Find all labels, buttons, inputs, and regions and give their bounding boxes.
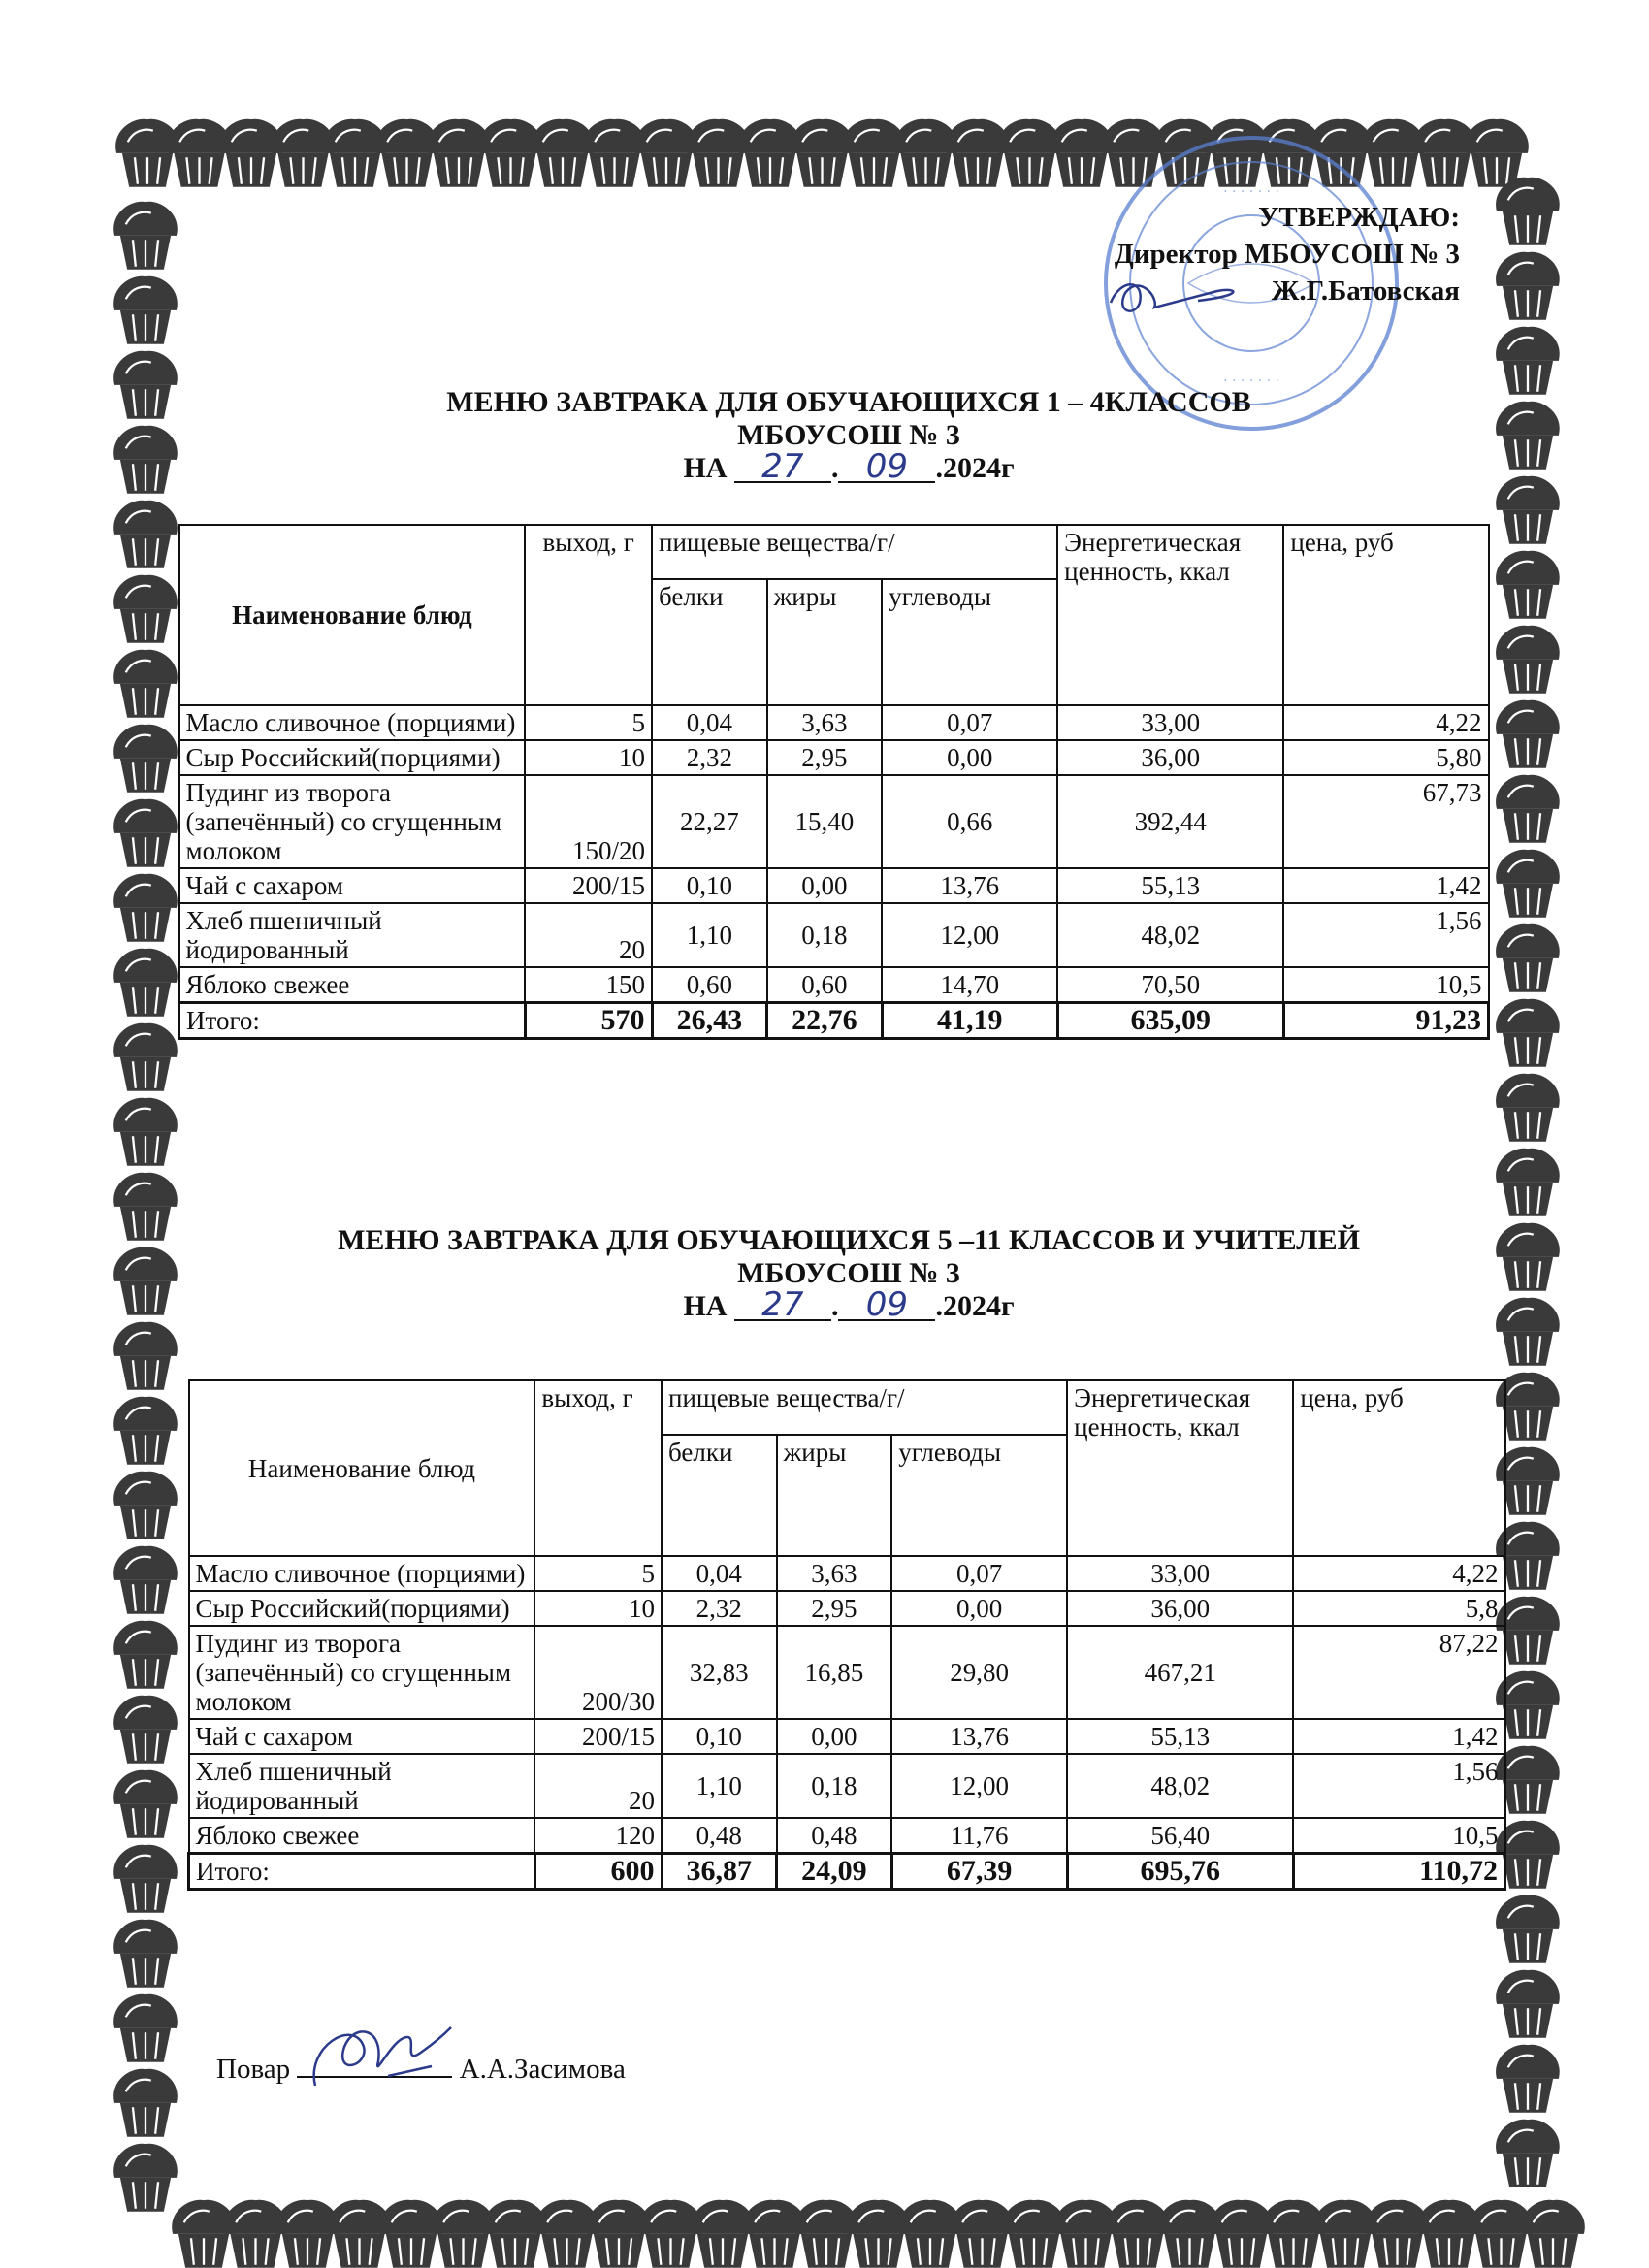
approval-position: Директор МБОУСОШ № 3	[1114, 239, 1460, 270]
total-yield: 600	[534, 1854, 662, 1890]
cupcake-icon	[1496, 327, 1560, 395]
dish-protein: 0,04	[662, 1556, 777, 1591]
total-carbs: 41,19	[882, 1003, 1057, 1039]
header-name: Наименование блюд	[179, 525, 526, 705]
dish-protein: 0,48	[662, 1818, 777, 1854]
cupcake-icon	[113, 1397, 178, 1465]
table-row	[189, 1818, 1505, 1854]
dish-price: 1,56	[1283, 903, 1488, 967]
dish-price: 87,22	[1293, 1626, 1504, 1719]
cupcake-icon	[113, 1546, 178, 1614]
dish-yield: 200/30	[534, 1626, 662, 1719]
dish-carbs: 13,76	[882, 868, 1057, 903]
cook-signature	[296, 2008, 480, 2105]
total-row	[189, 1854, 1505, 1890]
total-row	[179, 1003, 1489, 1039]
dish-energy: 36,00	[1057, 740, 1283, 775]
table-row	[189, 1719, 1505, 1754]
dish-protein: 0,04	[652, 705, 767, 740]
dish-fat: 2,95	[777, 1591, 892, 1626]
dish-name: Пудинг из творога (запечённый) со сгущенным молоком	[179, 775, 526, 868]
cupcake-icon	[1496, 2045, 1560, 2113]
menu2-heading	[146, 1224, 1552, 1323]
dish-fat: 3,63	[777, 1556, 892, 1591]
svg-text:· · · · · · ·: · · · · · · ·	[1223, 373, 1279, 389]
dish-carbs: 12,00	[891, 1754, 1067, 1818]
table-row	[179, 967, 1489, 1003]
dish-protein: 2,32	[652, 740, 767, 775]
dish-energy: 55,13	[1057, 868, 1283, 903]
dish-carbs: 0,66	[882, 775, 1057, 868]
dish-yield: 10	[534, 1591, 662, 1626]
dish-carbs: 0,07	[891, 1556, 1067, 1591]
dish-protein: 32,83	[662, 1626, 777, 1719]
dish-carbs: 14,70	[882, 967, 1057, 1003]
dish-fat: 3,63	[767, 705, 883, 740]
header-protein: белки	[652, 579, 767, 705]
dish-price: 4,22	[1293, 1556, 1504, 1591]
menu2-month: 09	[838, 1290, 935, 1321]
cupcake-icon	[1496, 775, 1560, 843]
cupcake-icon	[1496, 476, 1560, 544]
approval-director-name: Ж.Г.Батовская	[1271, 275, 1460, 307]
menu1-school: МБОУСОШ № 3	[737, 419, 960, 451]
cupcake-icon	[1496, 1970, 1560, 2038]
dish-carbs: 0,07	[882, 705, 1057, 740]
dish-name: Яблоко свежее	[179, 967, 526, 1003]
cupcake-icon	[1496, 1149, 1560, 1216]
dish-protein: 0,10	[662, 1719, 777, 1754]
cupcake-icon	[113, 725, 178, 793]
cook-label: Повар	[216, 2054, 291, 2085]
dish-energy: 467,21	[1067, 1626, 1293, 1719]
total-label: Итого:	[179, 1003, 526, 1039]
menu2-title: МЕНЮ ЗАВТРАКА ДЛЯ ОБУЧАЮЩИХСЯ 5 –11 КЛАССОВ И УЧИТЕЛЕЙ	[338, 1224, 1360, 1256]
dish-price: 1,56	[1293, 1754, 1504, 1818]
cupcake-icon	[1496, 1895, 1560, 1963]
cupcake-icon	[113, 2144, 178, 2212]
dish-energy: 55,13	[1067, 1719, 1293, 1754]
approval-title: УТВЕРЖДАЮ:	[1258, 202, 1460, 233]
table-row	[189, 1626, 1505, 1719]
header-energy: Энергетическая ценность, ккал	[1067, 1380, 1293, 1556]
cupcake-icon	[1465, 119, 1529, 187]
dish-energy: 56,40	[1067, 1818, 1293, 1854]
table-row	[179, 740, 1489, 775]
cupcake-icon	[113, 1621, 178, 1689]
total-price: 91,23	[1283, 1003, 1488, 1039]
dish-fat: 0,00	[777, 1719, 892, 1754]
dish-name: Хлеб пшеничный йодированный	[189, 1754, 535, 1818]
cupcake-icon	[1496, 850, 1560, 918]
header-carbs: углеводы	[891, 1435, 1067, 1556]
cupcake-icon	[113, 949, 178, 1017]
total-energy: 695,76	[1067, 1854, 1293, 1890]
dish-price: 10,5	[1293, 1818, 1504, 1854]
dish-price: 1,42	[1293, 1719, 1504, 1754]
dish-protein: 2,32	[662, 1591, 777, 1626]
dish-energy: 392,44	[1057, 775, 1283, 868]
header-energy: Энергетическая ценность, ккал	[1057, 525, 1283, 705]
cupcake-icon	[113, 2069, 178, 2137]
table-row	[179, 775, 1489, 868]
cupcake-icon	[113, 1322, 178, 1390]
dish-price: 5,8	[1293, 1591, 1504, 1626]
menu1-title: МЕНЮ ЗАВТРАКА ДЛЯ ОБУЧАЮЩИХСЯ 1 – 4КЛАССОВ	[446, 386, 1251, 418]
cupcake-icon	[1496, 178, 1560, 245]
dish-protein: 22,27	[652, 775, 767, 868]
cupcake-icon	[113, 650, 178, 718]
dish-energy: 33,00	[1057, 705, 1283, 740]
dish-carbs: 0,00	[891, 1591, 1067, 1626]
dish-fat: 0,18	[777, 1754, 892, 1818]
dish-name: Пудинг из творога (запечённый) со сгущенным молоком	[189, 1626, 535, 1719]
cupcake-icon	[113, 1098, 178, 1166]
menu1-table	[178, 524, 1490, 1040]
header-price: цена, руб	[1293, 1380, 1504, 1556]
header-fat: жиры	[767, 579, 883, 705]
header-carbs: углеводы	[882, 579, 1057, 705]
dish-name: Масло сливочное (порциями)	[189, 1556, 535, 1591]
dish-name: Сыр Российский(порциями)	[179, 740, 526, 775]
cupcake-icon	[113, 501, 178, 568]
dish-yield: 120	[534, 1818, 662, 1854]
cupcake-icon	[1496, 999, 1560, 1067]
menu1-day: 27	[734, 452, 831, 483]
header-yield: выход, г	[534, 1380, 662, 1556]
cupcake-icon	[113, 1770, 178, 1838]
menu1-date: НА 27 . 09 .2024г	[683, 447, 1015, 486]
cupcake-icon	[113, 1023, 178, 1091]
cupcake-icon	[113, 1994, 178, 2062]
dish-carbs: 11,76	[891, 1818, 1067, 1854]
menu2-day: 27	[734, 1290, 831, 1321]
dish-price: 5,80	[1283, 740, 1488, 775]
total-fat: 22,76	[767, 1003, 883, 1039]
menu2-table	[187, 1379, 1506, 1891]
dish-fat: 0,18	[767, 903, 883, 967]
menu2-date: НА 27 . 09 .2024г	[683, 1285, 1015, 1324]
dish-yield: 20	[525, 903, 652, 967]
cupcake-icon	[113, 799, 178, 867]
total-label: Итого:	[189, 1854, 535, 1890]
total-carbs: 67,39	[891, 1854, 1067, 1890]
menu1-month: 09	[838, 452, 935, 483]
header-name: Наименование блюд	[189, 1380, 535, 1556]
dish-energy: 70,50	[1057, 967, 1283, 1003]
dish-carbs: 0,00	[882, 740, 1057, 775]
header-price: цена, руб	[1283, 525, 1488, 705]
cupcake-icon	[1496, 551, 1560, 619]
cupcake-icon	[1496, 924, 1560, 992]
dish-price: 4,22	[1283, 705, 1488, 740]
dish-energy: 33,00	[1067, 1556, 1293, 1591]
total-energy: 635,09	[1057, 1003, 1283, 1039]
dish-carbs: 13,76	[891, 1719, 1067, 1754]
table-row	[179, 868, 1489, 903]
total-protein: 26,43	[652, 1003, 767, 1039]
table-row	[179, 903, 1489, 967]
dish-protein: 0,60	[652, 967, 767, 1003]
dish-yield: 5	[534, 1556, 662, 1591]
dish-yield: 200/15	[525, 868, 652, 903]
table-row	[189, 1754, 1505, 1818]
cupcake-icon	[113, 874, 178, 942]
dish-protein: 1,10	[652, 903, 767, 967]
header-nutrients: пищевые вещества/г/	[662, 1380, 1067, 1435]
dish-name: Чай с сахаром	[179, 868, 526, 903]
dish-carbs: 29,80	[891, 1626, 1067, 1719]
cupcake-icon	[113, 1696, 178, 1764]
dish-protein: 1,10	[662, 1754, 777, 1818]
cupcake-icon	[113, 276, 178, 344]
menu2-school: МБОУСОШ № 3	[737, 1257, 960, 1289]
dish-name: Сыр Российский(порциями)	[189, 1591, 535, 1626]
header-protein: белки	[662, 1435, 777, 1556]
table-header-row	[189, 1380, 1505, 1435]
dish-energy: 48,02	[1057, 903, 1283, 967]
cupcake-icon	[113, 202, 178, 270]
dish-fat: 0,00	[767, 868, 883, 903]
dish-price: 67,73	[1283, 775, 1488, 868]
cupcake-icon	[1496, 252, 1560, 320]
dish-energy: 48,02	[1067, 1754, 1293, 1818]
dish-price: 1,42	[1283, 868, 1488, 903]
cupcake-icon	[113, 1920, 178, 1988]
dish-name: Хлеб пшеничный йодированный	[179, 903, 526, 967]
table-header-row	[179, 525, 1489, 579]
table-row	[189, 1591, 1505, 1626]
menu1-heading	[146, 386, 1552, 485]
svg-text:· · · · · · ·: · · · · · · ·	[1223, 184, 1279, 200]
dish-yield: 5	[525, 705, 652, 740]
total-protein: 36,87	[662, 1854, 777, 1890]
cupcake-icon	[113, 575, 178, 643]
dish-yield: 20	[534, 1754, 662, 1818]
dish-yield: 150	[525, 967, 652, 1003]
dish-protein: 0,10	[652, 868, 767, 903]
cupcake-icon	[1496, 626, 1560, 694]
total-yield: 570	[525, 1003, 652, 1039]
cupcake-icon	[113, 1845, 178, 1913]
cupcake-icon	[1496, 700, 1560, 768]
cupcake-icon	[1521, 2200, 1585, 2268]
cook-name: А.А.Засимова	[459, 2054, 626, 2085]
dish-energy: 36,00	[1067, 1591, 1293, 1626]
dish-name: Яблоко свежее	[189, 1818, 535, 1854]
table-row	[179, 705, 1489, 740]
header-nutrients: пищевые вещества/г/	[652, 525, 1057, 579]
cupcake-icon	[1496, 2120, 1560, 2187]
dish-yield: 200/15	[534, 1719, 662, 1754]
director-signature	[1101, 274, 1256, 322]
cupcake-icon	[113, 1472, 178, 1539]
dish-name: Чай с сахаром	[189, 1719, 535, 1754]
dish-fat: 15,40	[767, 775, 883, 868]
dish-yield: 150/20	[525, 775, 652, 868]
dish-yield: 10	[525, 740, 652, 775]
dish-price: 10,5	[1283, 967, 1488, 1003]
total-fat: 24,09	[777, 1854, 892, 1890]
header-fat: жиры	[777, 1435, 892, 1556]
dish-name: Масло сливочное (порциями)	[179, 705, 526, 740]
dish-fat: 2,95	[767, 740, 883, 775]
table-row	[189, 1556, 1505, 1591]
header-yield: выход, г	[525, 525, 652, 705]
dish-carbs: 12,00	[882, 903, 1057, 967]
total-price: 110,72	[1293, 1854, 1504, 1890]
dish-fat: 0,48	[777, 1818, 892, 1854]
cupcake-icon	[1496, 1074, 1560, 1142]
dish-fat: 0,60	[767, 967, 883, 1003]
dish-fat: 16,85	[777, 1626, 892, 1719]
